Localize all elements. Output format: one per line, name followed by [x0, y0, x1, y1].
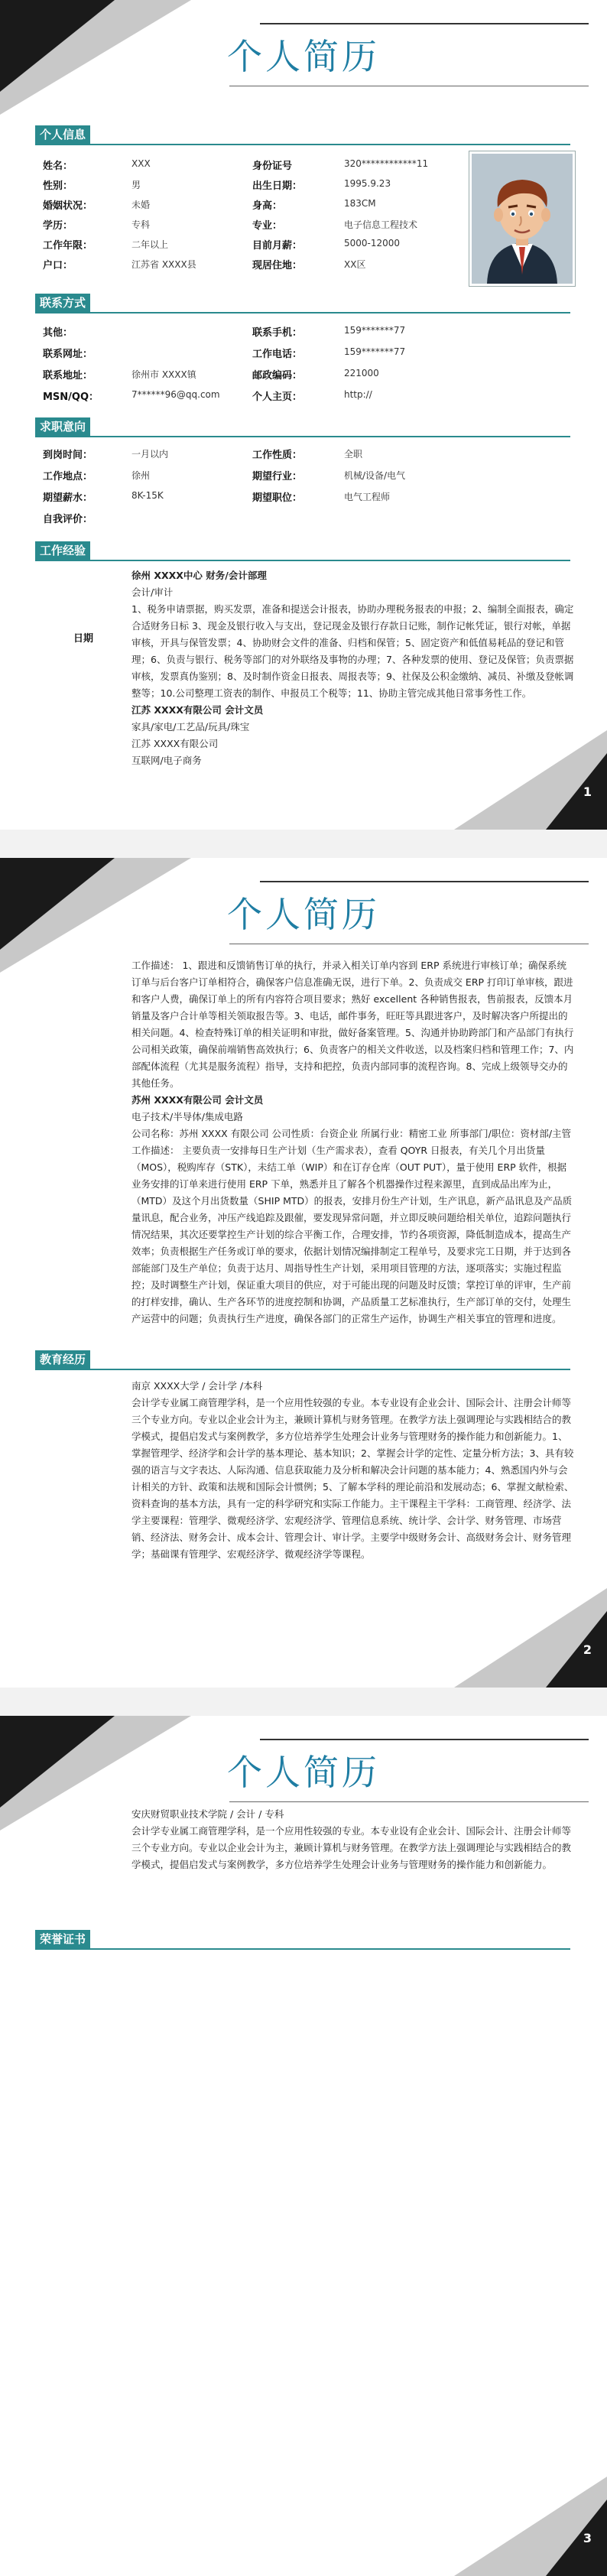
url-label: 联系网址： — [43, 349, 93, 360]
page-1 — [0, 0, 607, 830]
arrive-label: 到岗时间： — [43, 450, 93, 461]
section-education: 教育经历 — [35, 1350, 90, 1369]
birth-value: 1995.9.23 — [344, 178, 391, 189]
section-underline — [35, 1369, 570, 1370]
mobile-value: 159*******77 — [344, 325, 406, 336]
self-eval-label: 自我评价： — [43, 514, 93, 525]
page-2 — [0, 858, 607, 1688]
salary-value: 5000-12000 — [344, 238, 401, 249]
salary-label: 目前月薪： — [252, 240, 303, 252]
duties-3: 公司名称：苏州 XXXX 有限公司 公司性质：台资企业 所属行业：精密工业 所事部门/职位：资材部/主管 工作描述： 主要负责一安排每日生产计划（生产需求表），查看 QOYR 日报表，有关几个月出货量（MOS），税购库存（STK），未结工单（WIP）和在订存仓库（OUT PUT），量于使用 ERP 软件，根据业务安排的订单来进行使用 ERP 下单，熟悉并且了解各个机器操作过程来源里，直到成品出库为止，（MTD）及这个月出货数量（SHIP MTD）的报表，安排月份生产计划，生产讯息，新产品讯息及产品质量讯息，配合业务，冲压产线追踪及跟催，要发现异常问题，并立即反映问题给相关单位，追踪问题执行情况结果，其次还要掌控生产计划的综合平衡工作，合理安排，节约各项资源，降低制造成本，提高生产效率；负责根据生产任务或订单的要求，依据计划情况编排制定工程单号，及要求完工日期，并于达到各部能部门及生产单位；负责于达月、周指导性生产计划，采用项目管理的方法，逐项落实；实施过程监控；及时调整生产计划，保证重大项目的供应，对于可能出现的问题及时反馈；掌控订单的评审，生产前的打样安排，确认、生产各环节的进度控制和协调，产品质量工艺标准执行，生产部订单的交付，处理生产运营中的问题；负责执行生产进度，确保各部门的正常生产运作，协调生产相关事宜的管理和进度。 — [131, 1128, 573, 1324]
company-1: 徐州 XXXX中心 财务/会计部理 — [131, 570, 267, 581]
mobile-label: 联系手机： — [252, 327, 303, 339]
page-number: 2 — [583, 1642, 592, 1657]
company-2: 江苏 XXXX有限公司 会计文员 — [131, 704, 264, 716]
years-label: 工作年限： — [43, 240, 93, 252]
area-label: 现居住地： — [252, 260, 303, 271]
major-value: 电子信息工程技术 — [344, 219, 418, 230]
section-intention: 求职意向 — [35, 417, 90, 436]
section-underline — [35, 144, 570, 145]
gender-value: 男 — [131, 180, 141, 190]
hukou-label: 户口： — [43, 260, 73, 271]
name-value: XXX — [131, 158, 151, 169]
height-value: 183CM — [344, 198, 376, 209]
degree-label: 学历： — [43, 220, 73, 232]
page-title: 个人简历 — [227, 36, 380, 77]
role-1: 会计/审计 — [131, 586, 174, 598]
id-label: 身份证号 — [252, 161, 293, 172]
page-title: 个人简历 — [227, 894, 380, 935]
place-value: 徐州 — [131, 470, 151, 481]
page-title: 个人简历 — [227, 1752, 380, 1793]
other-label: 其他： — [43, 327, 73, 339]
school-1-desc: 会计学专业属工商管理学科，是一个应用性较强的专业。本专业设有企业会计、国际会计、注册会计师等三个专业方向。专业以企业会计为主，兼顾计算机与财务管理。在教学方法上强调理论与实践相结合的教学模式，提倡启发式与案例教学，多方位培养学生处理会计业务与管理财务的操作能力和创新能力。1、掌握管理学、经济学和会计学的基本理论、基本知识；2、掌握会计学的定性、定量分析方法；3、具有较强的语言与文字表达、人际沟通、信息获取能力及分析和解决会计问题的基本能力；4、熟悉国内外与会计相关的方针、政策和法规和国际会计惯例；5、了解本学科的理论前沿和发展动态；6、掌握文献检索、资料查询的基本方法，具有一定的科学研究和实际工作能力。主干课程主干学科：工商管理、经济学、法学主要课程：管理学、微观经济学、宏观经济学、管理信息系统、统计学、会计学、财务管理、市场营销、经济法、财务会计、成本会计、管理会计、审计学。主要学中级财务会计、高级财务会计、财务管理学；基础课有管理学、宏观经济学、微观经济学等课程。 — [131, 1397, 574, 1560]
school-1: 南京 XXXX大学 / 会计学 /本科 — [131, 1380, 263, 1392]
name-label: 姓名： — [43, 161, 73, 172]
education-block-2 — [131, 1806, 575, 1873]
section-personal: 个人信息 — [35, 125, 90, 144]
school-2: 安庆财贸职业技术学院 / 会计 / 专科 — [131, 1808, 284, 1820]
divider — [229, 1801, 589, 1802]
id-value: 320************11 — [344, 158, 429, 169]
nature-label: 工作性质： — [252, 450, 303, 461]
page-number: 1 — [583, 784, 592, 799]
avatar-illustration — [472, 154, 573, 284]
page-gap — [0, 830, 607, 858]
page-gap — [0, 1688, 607, 1716]
section-certificates: 荣誉证书 — [35, 1930, 90, 1948]
corner-decoration — [546, 1611, 607, 1688]
duties-2: 工作描述： 1、跟进和反馈销售订单的执行，并录入相关订单内容到 ERP 系统进行审核订单；确保系统订单与后台客户订单相符合，确保客户信息准确无误，进行下单。2、负责成交 ERP 打印订单审核，跟进和客户人费，确保订单上的所有内容符合项目要求；熟好 excellent 各种销售报表，售前报表，反馈本月销量及客户合计单等相关领取报告等。3、电话，邮件事务，旺旺等具跟进客户，及时解决客户所提出的相关问题。4、检查特殊订单的相关证明和审批，做好备案管理。5、沟通并协助跨部门和产品部门有执行公司相关政策，确保前端销售高效执行；6、负责客户的相关文件收送，以及档案归档和管理工作；7、内部配体流程（尤其是服务流程）指导，支持和把控，负责内部同事的流程咨询。8、完成上级领导交办的其他任务。 — [131, 960, 574, 1089]
marital-label: 婚姻状况： — [43, 200, 93, 212]
area-value: XX区 — [344, 259, 366, 270]
corner-decoration — [546, 2500, 607, 2576]
industry-2: 家具/家电/工艺品/玩具/珠宝 — [131, 721, 250, 733]
gender-label: 性别： — [43, 180, 73, 192]
major-label: 专业： — [252, 220, 283, 232]
section-underline — [35, 312, 570, 313]
hukou-value: 江苏省 XXXX县 — [131, 259, 196, 270]
zip-value: 221000 — [344, 368, 379, 378]
section-contact: 联系方式 — [35, 294, 90, 312]
section-underline — [35, 1948, 570, 1950]
addr-value: 徐州市 XXXX镇 — [131, 369, 196, 380]
industry-3: 电子技术/半导体/集成电路 — [131, 1111, 243, 1122]
job-value: 电气工程师 — [344, 492, 391, 502]
section-underline — [35, 560, 570, 561]
msn-value[interactable]: 7******96@qq.com — [131, 389, 220, 400]
marital-value: 未婚 — [131, 200, 151, 210]
company-3: 苏州 XXXX有限公司 会计文员 — [131, 1094, 264, 1106]
divider — [260, 23, 589, 24]
homepage-label: 个人主页： — [252, 391, 303, 403]
divider — [260, 1739, 589, 1740]
section-underline — [35, 436, 570, 437]
homepage-value[interactable]: http:// — [344, 389, 372, 400]
addr-label: 联系地址： — [43, 370, 93, 382]
page-3 — [0, 1716, 607, 2576]
section-work: 工作经验 — [35, 541, 90, 560]
arrive-value: 一月以内 — [131, 449, 169, 460]
job-label: 期望职位： — [252, 492, 303, 504]
nature-value: 全职 — [344, 449, 363, 460]
years-value: 二年以上 — [131, 239, 169, 250]
phone-value: 159*******77 — [344, 346, 406, 357]
school-2-desc: 会计学专业属工商管理学科，是一个应用性较强的专业。本专业设有企业会计、国际会计、注册会计师等三个专业方向。专业以企业会计为主，兼顾计算机与财务管理。在教学方法上强调理论与实践相结合的教学模式，提倡启发式与案例教学，多方位培养学生处理会计业务与管理财务的操作能力和创新能力。 — [131, 1825, 572, 1870]
industry-2b: 互联网/电子商务 — [131, 755, 202, 766]
avatar — [469, 151, 575, 286]
height-label: 身高： — [252, 200, 283, 212]
company-2b: 江苏 XXXX有限公司 — [131, 738, 219, 749]
page-number: 3 — [583, 2531, 592, 2545]
work-date-label: 日期 — [73, 633, 94, 645]
industry-value: 机械/设备/电气 — [344, 470, 406, 481]
duties-1: 1、税务申请票据，购买发票，准备和提送会计报表，协助办理税务报表的申报；2、编制全面报表，确定合适财务日标 3、现金及银行收入与支出，登记现金及银行存款日记账，制作记帐凭证，银行对帐，单据 审核，开具与保管发票；4、协助财会文件的准备、归档和保管；5、固定资产和低值易耗品的登记和管理；6、负责与银行、税务等部门的对外联络及事物的办理；7、各种发票的使用、登记及保管；负责票据审核，发票真伪鉴别；8、及时制作资金日报表、周报表等；9、社保及公积金缴纳、减员、补缴及登帐调整等；10.公司整理工资表的制作、申报员工个税等；11、协助主管完成其他日常事务性工作。 — [131, 603, 574, 699]
divider — [260, 881, 589, 882]
place-label: 工作地点： — [43, 471, 93, 482]
msn-label: MSN/QQ： — [43, 391, 99, 403]
zip-label: 邮政编码： — [252, 370, 303, 382]
exp-salary-value: 8K-15K — [131, 490, 164, 501]
degree-value: 专科 — [131, 219, 151, 230]
corner-decoration — [546, 753, 607, 830]
education-block-1 — [131, 1378, 575, 1563]
work-block-2 — [131, 957, 575, 1327]
exp-salary-label: 期望薪水： — [43, 492, 93, 504]
phone-label: 工作电话： — [252, 349, 303, 360]
industry-label: 期望行业： — [252, 471, 303, 482]
birth-label: 出生日期： — [252, 180, 303, 192]
